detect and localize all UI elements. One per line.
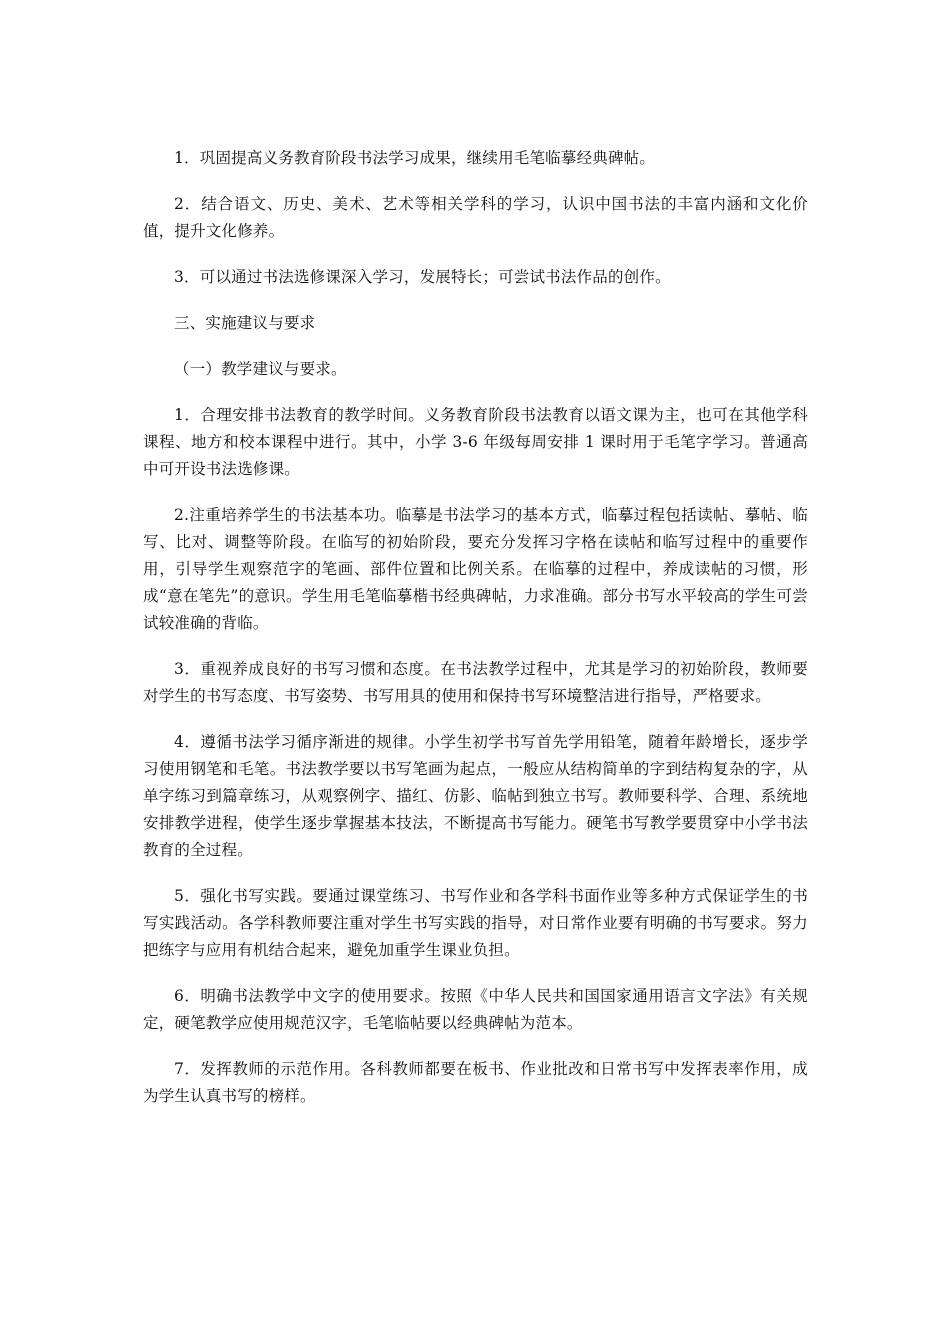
paragraph-11: 6．明确书法教学中文字的使用要求。按照《中华人民共和国国家通用语言文字法》有关规定，硬笔教学应使用规范汉字，毛笔临帖要以经典碑帖为范本。: [143, 987, 808, 1032]
paragraph-3: 3．可以通过书法选修课深入学习，发展特长；可尝试书法作品的创作。: [174, 268, 671, 286]
paragraph-1: 1．巩固提高义务教育阶段书法学习成果，继续用毛笔临摹经典碑帖。: [174, 149, 656, 167]
paragraph-12: 7．发挥教师的示范作用。各科教师都要在板书、作业批改和日常书写中发挥表率作用，成为学生认真书写的榜样。: [143, 1060, 808, 1105]
paragraph-6: 1．合理安排书法教育的教学时间。义务教育阶段书法教育以语文课为主，也可在其他学科课程、地方和校本课程中进行。其中，小学 3-6 年级每周安排 1 课时用于毛笔字学习。普通高中可开设书法选修课。: [143, 406, 808, 478]
paragraph-7: 2.注重培养学生的书法基本功。临摹是书法学习的基本方式，临摹过程包括读帖、摹帖、临写、比对、调整等阶段。在临写的初始阶段，要充分发挥习字格在读帖和临写过程中的重要作用，引导学生观察范字的笔画、部件位置和比例关系。在临摹的过程中，养成读帖的习惯，形成“意在笔先”的意识。学生用毛笔临摹楷书经典碑帖，力求准确。部分书写水平较高的学生可尝试较准确的背临。: [143, 506, 808, 632]
paragraph-8: 3．重视养成良好的书写习惯和态度。在书法教学过程中，尤其是学习的初始阶段，教师要对学生的书写态度、书写姿势、书写用具的使用和保持书写环境整洁进行指导，严格要求。: [143, 660, 808, 705]
section-heading: 三、实施建议与要求: [174, 314, 316, 332]
subsection-heading: （一）教学建议与要求。: [174, 360, 347, 378]
document-body: [143, 145, 808, 1129]
paragraph-9: 4．遵循书法学习循序渐进的规律。小学生初学书写首先学用铅笔，随着年龄增长，逐步学习使用钢笔和毛笔。书法教学要以书写笔画为起点，一般应从结构简单的字到结构复杂的字，从单字练习到篇章练习，从观察例字、描红、仿影、临帖到独立书写。教师要科学、合理、系统地安排教学进程，使学生逐步掌握基本技法，不断提高书写能力。硬笔书写教学要贯穿中小学书法教育的全过程。: [143, 733, 808, 859]
paragraph-10: 5．强化书写实践。要通过课堂练习、书写作业和各学科书面作业等多种方式保证学生的书写实践活动。各学科教师要注重对学生书写实践的指导，对日常作业要有明确的书写要求。努力把练字与应用有机结合起来，避免加重学生课业负担。: [143, 887, 808, 959]
paragraph-2: 2．结合语文、历史、美术、艺术等相关学科的学习，认识中国书法的丰富内涵和文化价值，提升文化修养。: [143, 195, 808, 240]
